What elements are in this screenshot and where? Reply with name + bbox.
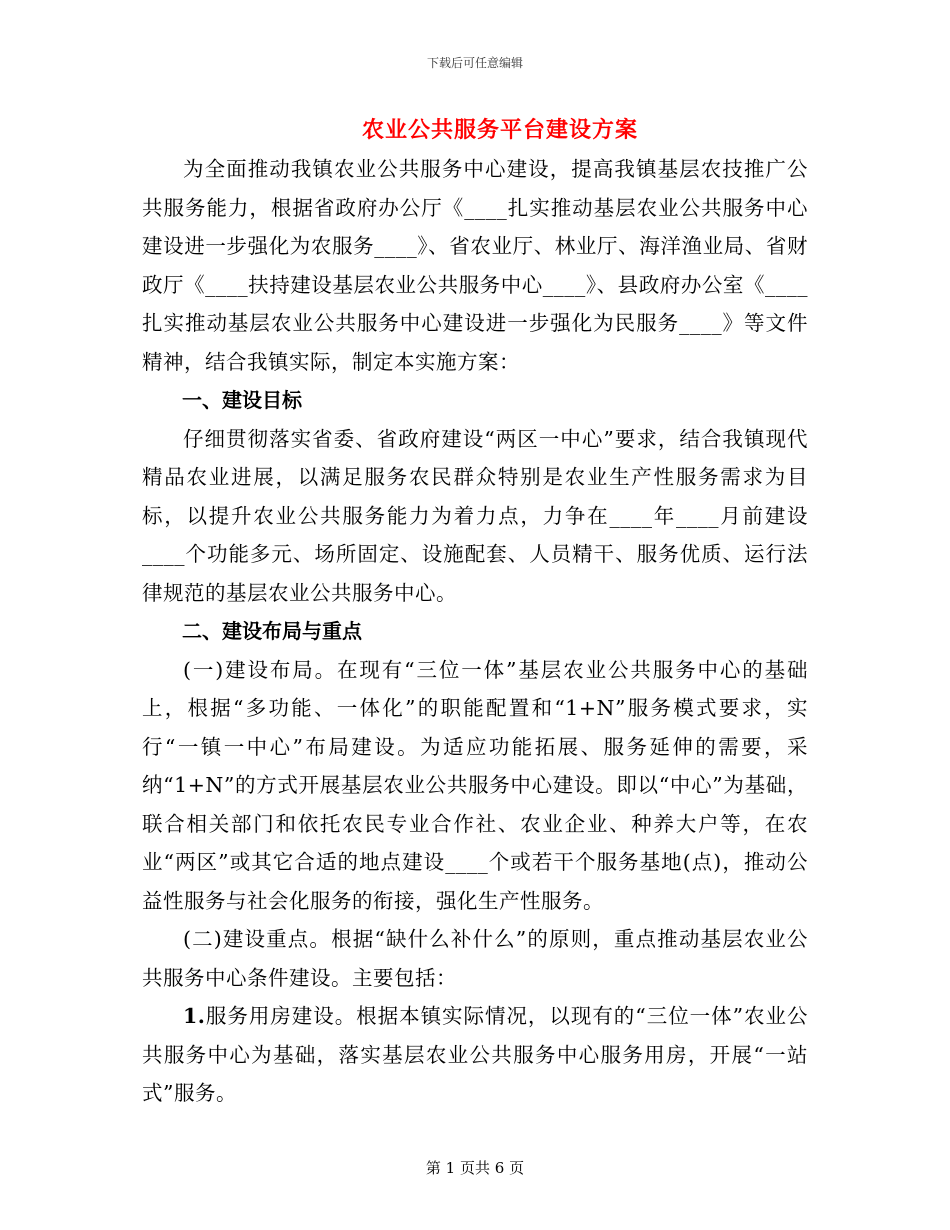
goals-paragraph: 仔细贯彻落实省委、省政府建设“两区一中心”要求，结合我镇现代精品农业进展，以满足服务农民群众特别是农业生产性服务需求为目标，以提升农业公共服务能力为着力点，力争在____年____月前建设____个功能多元、场所固定、设施配套、人员精干、服务优质、运行法律规范的基层农业公共服务中心。 bbox=[142, 426, 808, 605]
layout-paragraph: (一)建设布局。在现有“三位一体”基层农业公共服务中心的基础上，根据“多功能、一体化”的职能配置和“1+N”服务模式要求，实行“一镇一中心”布局建设。为适应功能拓展、服务延伸的需要，采纳“1+N”的方式开展基层农业公共服务中心建设。即以“中心”为基础，联合相关部门和依托农民专业合作社、农业企业、种养大户等，在农业“两区”或其它合适的地点建设____个或若干个服务基地(点)，推动公益性服务与社会化服务的衔接，强化生产性服务。 bbox=[142, 657, 808, 913]
item-1-paragraph bbox=[142, 997, 808, 1113]
focus-paragraph: (二)建设重点。根据“缺什么补什么”的原则，重点推动基层农业公共服务中心条件建设。主要包括： bbox=[142, 927, 808, 990]
item-1-number: 1. bbox=[183, 1004, 206, 1028]
header-note: 下载后可任意编辑 bbox=[426, 56, 523, 70]
intro-paragraph: 为全面推动我镇农业公共服务中心建设，提高我镇基层农技推广公共服务能力，根据省政府办公厅《____扎实推动基层农业公共服务中心建设进一步强化为农服务____》、省农业厅、林业厅、海洋渔业局、省财政厅《____扶持建设基层农业公共服务中心____》、县政府办公室《____扎实推动基层农业公共服务中心建设进一步强化为民服务____》等文件精神，结合我镇实际，制定本实施方案： bbox=[142, 157, 808, 374]
section-heading-goals: 一、建设目标 bbox=[182, 388, 302, 412]
document-body bbox=[142, 150, 808, 1113]
document-title: 农业公共服务平台建设方案 bbox=[361, 117, 638, 143]
page-footer: 第 1 页共 6 页 bbox=[425, 1159, 525, 1177]
item-1-text: 服务用房建设。根据本镇实际情况，以现有的“三位一体”农业公共服务中心为基础，落实基层农业公共服务中心服务用房，开展“一站式”服务。 bbox=[142, 1004, 808, 1105]
section-heading-layout: 二、建设布局与重点 bbox=[182, 619, 362, 643]
